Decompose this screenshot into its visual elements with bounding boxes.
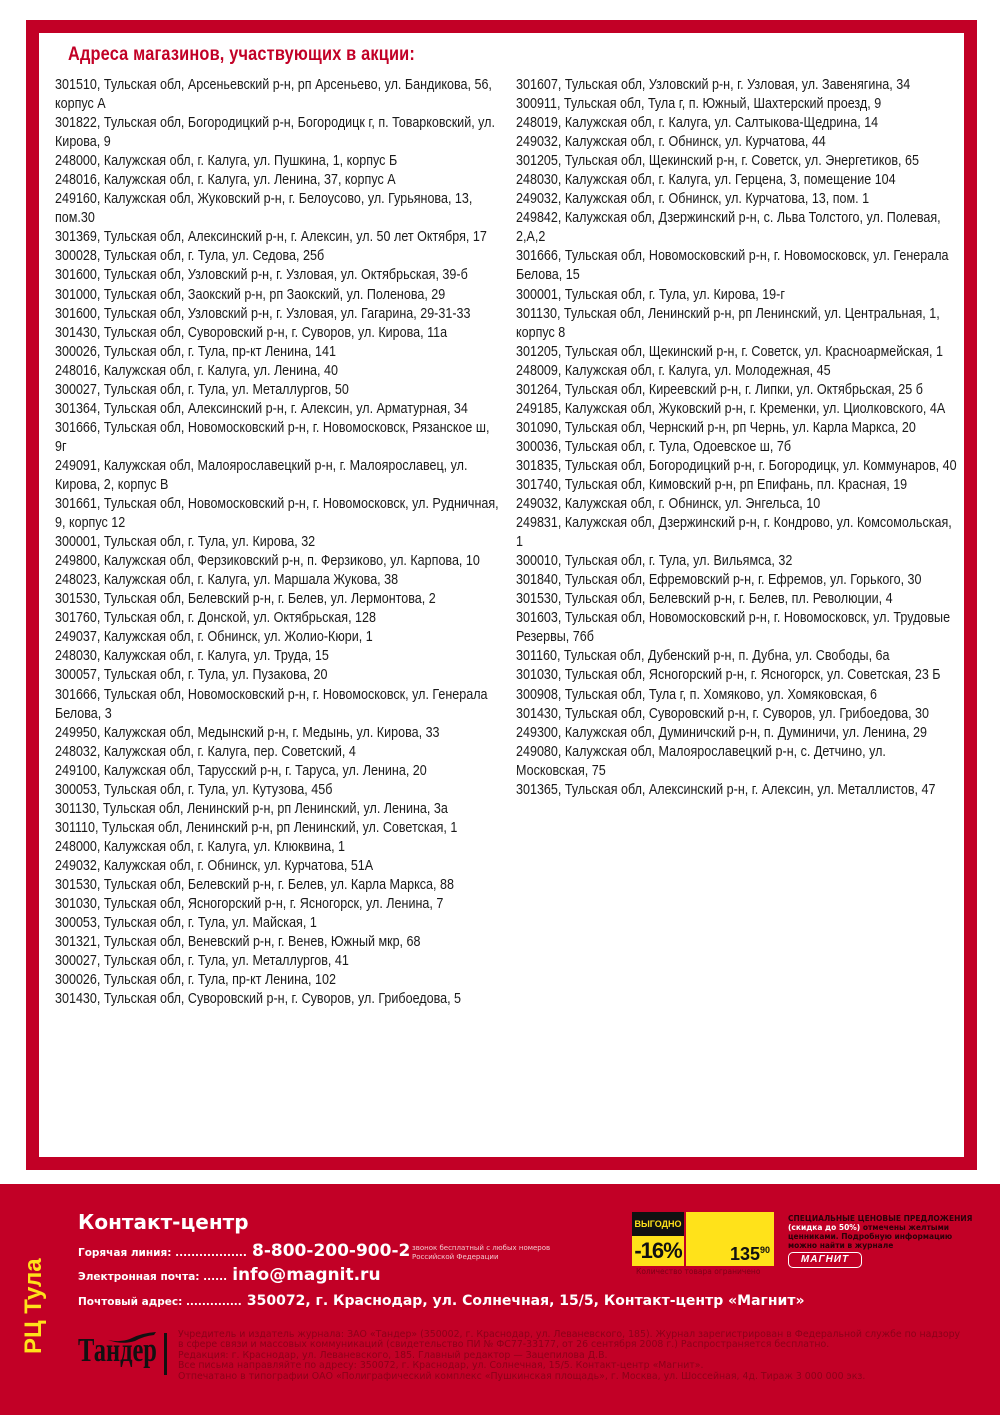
address-item: 248009, Калужская обл, г. Калуга, ул. Молодежная, 45 <box>516 362 831 379</box>
address-item: 301835, Тульская обл, Богородицкий р-н, г. Богородицк, ул. Коммунаров, 40 <box>516 457 957 474</box>
address-item: 300026, Тульская обл, г. Тула, пр-кт Ленина, 102 <box>55 972 336 989</box>
logo-divider <box>164 1333 167 1375</box>
address-item: 301661, Тульская обл, Новомосковский р-н, г. Новомосковск, ул. Рудничная, 9, корпус 12 <box>55 496 499 532</box>
address-item: 248030, Калужская обл, г. Калуга, ул. Труда, 15 <box>55 648 329 665</box>
hotline-note: звонок бесплатный с любых номеров Российской Федерации <box>412 1244 551 1261</box>
address-item: 249160, Калужская обл, Жуковский р-н, г. Белоусово, ул. Гурьянова, 13, пом.30 <box>55 191 473 227</box>
postal-address: 350072, г. Краснодар, ул. Солнечная, 15/5, Контакт-центр «Магнит» <box>246 1293 805 1309</box>
address-item: 301090, Тульская обл, Чернский р-н, рп Чернь, ул. Карла Маркса, 20 <box>516 419 916 436</box>
address-item: 300057, Тульская обл, г. Тула, ул. Пузакова, 20 <box>55 667 328 684</box>
address-item: 249800, Калужская обл, Ферзиковский р-н, п. Ферзиково, ул. Карпова, 10 <box>55 553 480 570</box>
address-item: 300028, Тульская обл, г. Тула, ул. Седова, 25б <box>55 248 325 265</box>
address-item: 301321, Тульская обл, Веневский р-н, г. Венев, Южный мкр, 68 <box>55 934 421 951</box>
address-item: 300053, Тульская обл, г. Тула, ул. Кутузова, 45б <box>55 781 333 798</box>
promo-highlight: (скидка до 50%) <box>788 1223 861 1232</box>
price-tag-body <box>686 1212 774 1266</box>
magnit-logo: МАГНИТ <box>788 1252 862 1268</box>
address-item: 248032, Калужская обл, г. Калуга, пер. Советский, 4 <box>55 743 356 760</box>
address-item: 301430, Тульская обл, Суворовский р-н, г. Суворов, ул. Грибоедова, 5 <box>55 991 462 1008</box>
address-item: 301840, Тульская обл, Ефремовский р-н, г. Ефремов, ул. Горького, 30 <box>516 572 922 589</box>
address-item: 301030, Тульская обл, Ясногорский р-н, г. Ясногорск, ул. Ленина, 7 <box>55 896 444 913</box>
address-item: 301160, Тульская обл, Дубенский р-н, п. Дубна, ул. Свободы, 6а <box>516 648 890 665</box>
address-item: 249037, Калужская обл, г. Обнинск, ул. Жолио-Кюри, 1 <box>55 629 373 646</box>
page-title: Адреса магазинов, участвующих в акции: <box>68 44 415 65</box>
address-item: 300027, Тульская обл, г. Тула, ул. Металлургов, 50 <box>55 381 349 398</box>
price-cents: 90 <box>759 1245 770 1255</box>
address-item: 248000, Калужская обл, г. Калуга, ул. Пушкина, 1, корпус Б <box>55 153 398 170</box>
price-tag-example <box>632 1212 774 1266</box>
address-item: 301430, Тульская обл, Суворовский р-н, г. Суворов, ул. Грибоедова, 30 <box>516 705 930 722</box>
address-item: 301000, Тульская обл, Заокский р-н, рп Заокский, ул. Поленова, 29 <box>55 286 446 303</box>
address-item: 301666, Тульская обл, Новомосковский р-н, г. Новомосковск, Рязанское ш, 9г <box>55 419 490 455</box>
address-item: 301607, Тульская обл, Узловский р-н, г. Узловая, ул. Завенягина, 34 <box>516 77 911 93</box>
address-item: 249100, Калужская обл, Тарусский р-н, г. Таруса, ул. Ленина, 20 <box>55 762 427 779</box>
email-link[interactable]: info@magnit.ru <box>232 1265 381 1285</box>
address-item: 249950, Калужская обл, Медынский р-н, г. Медынь, ул. Кирова, 33 <box>55 724 440 741</box>
address-item: 301740, Тульская обл, Кимовский р-н, рп Епифань, пл. Красная, 19 <box>516 476 908 493</box>
address-item: 301205, Тульская обл, Щекинский р-н, г. Советск, ул. Красноармейская, 1 <box>516 343 944 360</box>
addresses-panel <box>26 20 977 1170</box>
email-label: Электронная почта: ...... <box>78 1271 228 1283</box>
address-item: 301600, Тульская обл, Узловский р-н, г. Узловая, ул. Октябрьская, 39-б <box>55 267 468 284</box>
address-item: 248023, Калужская обл, г. Калуга, ул. Маршала Жукова, 38 <box>55 572 399 589</box>
price-tag-discount: -16% <box>632 1236 684 1266</box>
address-item: 249032, Калужская обл, г. Обнинск, ул. Курчатова, 44 <box>516 134 826 151</box>
address-item: 300027, Тульская обл, г. Тула, ул. Металлургов, 41 <box>55 953 349 970</box>
address-item: 301530, Тульская обл, Белевский р-н, г. Белев, ул. Карла Маркса, 88 <box>55 876 454 893</box>
address-item: 300001, Тульская обл, г. Тула, ул. Кирова, 19-г <box>516 286 785 303</box>
address-item: 249032, Калужская обл, г. Обнинск, ул. Энгельса, 10 <box>516 496 821 513</box>
address-item: 301760, Тульская обл, г. Донской, ул. Октябрьская, 128 <box>55 610 377 627</box>
postal-label: Почтовый адрес: .............. <box>78 1296 242 1308</box>
address-item: 300010, Тульская обл, г. Тула, ул. Вильямса, 32 <box>516 553 793 570</box>
imprint-line: Учредитель и издатель журнала: ЗАО «Тандер» (350002, г. Краснодар, ул. Леваневского, 185). Журнал зарегистрирован в Федеральной службе по надзору <box>178 1329 961 1340</box>
address-item: 301530, Тульская обл, Белевский р-н, г. Белев, пл. Революции, 4 <box>516 591 893 608</box>
address-item: 301530, Тульская обл, Белевский р-н, г. Белев, ул. Лермонтова, 2 <box>55 591 436 608</box>
address-item: 300001, Тульская обл, г. Тула, ул. Кирова, 32 <box>55 534 316 551</box>
address-item: 301666, Тульская обл, Новомосковский р-н, г. Новомосковск, ул. Генерала Белова, 3 <box>55 686 488 722</box>
imprint-line: Редакция: г. Краснодар, ул. Леваневского, 185. Главный редактор — Зацепилова Д.В. <box>178 1349 608 1361</box>
tander-swoosh-icon <box>108 1331 156 1343</box>
address-item: 301666, Тульская обл, Новомосковский р-н, г. Новомосковск, ул. Генерала Белова, 15 <box>516 248 949 284</box>
region-label <box>20 1314 48 1354</box>
address-list-left <box>55 76 503 1009</box>
hotline-number[interactable]: 8-800-200-900-2 <box>252 1241 411 1261</box>
promo-text <box>788 1214 978 1250</box>
address-item: 248016, Калужская обл, г. Калуга, ул. Ленина, 37, корпус А <box>55 172 396 189</box>
address-item: 301130, Тульская обл, Ленинский р-н, рп Ленинский, ул. Ленина, 3а <box>55 800 448 817</box>
promo-body: отмечены желтыми ценниками. Подробную информацию можно найти в журнале <box>788 1223 953 1250</box>
address-item: 249032, Калужская обл, г. Обнинск, ул. Курчатова, 13, пом. 1 <box>516 191 870 208</box>
address-item: 301430, Тульская обл, Суворовский р-н, г. Суворов, ул. Кирова, 11а <box>55 324 448 341</box>
address-item: 249831, Калужская обл, Дзержинский р-н, г. Кондрово, ул. Комсомольская, 1 <box>516 515 952 551</box>
address-item: 301510, Тульская обл, Арсеньевский р-н, рп Арсеньево, ул. Бандикова, 56, корпус А <box>55 77 492 113</box>
address-item: 300026, Тульская обл, г. Тула, пр-кт Ленина, 141 <box>55 343 336 360</box>
address-item: 248000, Калужская обл, г. Калуга, ул. Клюквина, 1 <box>55 838 346 855</box>
address-item: 249080, Калужская обл, Малоярославецкий р-н, с. Детчино, ул. Московская, 75 <box>516 743 886 779</box>
tander-logo: Тандер <box>78 1332 157 1369</box>
address-item: 301600, Тульская обл, Узловский р-н, г. Узловая, ул. Гагарина, 29-31-33 <box>55 305 471 322</box>
address-item: 301030, Тульская обл, Ясногорский р-н, г. Ясногорск, ул. Советская, 23 Б <box>516 667 941 684</box>
address-item: 300908, Тульская обл, Тула г, п. Хомяково, ул. Хомяковская, 6 <box>516 686 877 703</box>
hotline-row <box>78 1241 410 1261</box>
promo-heading: СПЕЦИАЛЬНЫЕ ЦЕНОВЫЕ ПРЕДЛОЖЕНИЯ <box>788 1214 973 1223</box>
address-list-right <box>516 76 964 800</box>
address-item: 249842, Калужская обл, Дзержинский р-н, с. Льва Толстого, ул. Полевая, 2,А,2 <box>516 210 941 246</box>
address-item: 249300, Калужская обл, Думиничский р-н, п. Думиничи, ул. Ленина, 29 <box>516 724 927 741</box>
address-item: 301822, Тульская обл, Богородицкий р-н, Богородицк г, п. Товарковский, ул. Кирова, 9 <box>55 115 495 151</box>
price-tag-price <box>730 1244 770 1265</box>
address-item: 301603, Тульская обл, Новомосковский р-н, г. Новомосковск, ул. Трудовые Резервы, 76б <box>516 610 951 646</box>
price-tag-caption: Количество товара ограничено <box>636 1267 761 1276</box>
email-row <box>78 1265 381 1285</box>
hotline-label: Горячая линия: .................. <box>78 1247 247 1259</box>
postal-row <box>78 1290 805 1309</box>
address-item: 248019, Калужская обл, г. Калуга, ул. Салтыкова-Щедрина, 14 <box>516 115 879 132</box>
address-item: 300053, Тульская обл, г. Тула, ул. Майская, 1 <box>55 915 317 932</box>
contact-center-title: Контакт-центр <box>78 1210 249 1234</box>
address-item: 300036, Тульская обл, г. Тула, Одоевское ш, 7б <box>516 438 792 455</box>
imprint-text <box>178 1330 978 1382</box>
address-item: 249091, Калужская обл, Малоярославецкий р-н, г. Малоярославец, ул. Кирова, 2, корпус В <box>55 457 468 493</box>
address-item: 300911, Тульская обл, Тула г, п. Южный, Шахтерский проезд, 9 <box>516 96 882 113</box>
address-item: 301205, Тульская обл, Щекинский р-н, г. Советск, ул. Энергетиков, 65 <box>516 153 919 170</box>
price-tag-badge: ВЫГОДНО <box>632 1212 684 1236</box>
address-item: 301130, Тульская обл, Ленинский р-н, рп Ленинский, ул. Центральная, 1, корпус 8 <box>516 305 940 341</box>
imprint-line: Отпечатано в типографии ОАО «Полиграфический комплекс «Пушкинская площадь», г. Москва, ул. Шоссейная, 4д. Тираж 3 000 000 экз. <box>178 1370 866 1382</box>
imprint-line: в сфере связи и массовых коммуникаций (свидетельство ПИ № ФС77-33177, от 26 сентября 2008 г.) Распространяется бесплатно. <box>178 1339 830 1351</box>
address-item: 301264, Тульская обл, Киреевский р-н, г. Липки, ул. Октябрьская, 25 б <box>516 381 923 398</box>
price-value: 135 <box>729 1244 760 1264</box>
address-item: 301369, Тульская обл, Алексинский р-н, г. Алексин, ул. 50 лет Октября, 17 <box>55 229 487 246</box>
imprint-line: Все письма направляйте по адресу: 350072, г. Краснодар, ул. Солнечная, 15/5. Контакт-центр «Магнит». <box>178 1360 704 1372</box>
address-item: 301110, Тульская обл, Ленинский р-н, рп Ленинский, ул. Советская, 1 <box>55 819 458 836</box>
address-item: 301365, Тульская обл, Алексинский р-н, г. Алексин, ул. Металлистов, 47 <box>516 781 936 798</box>
address-item: 249185, Калужская обл, Жуковский р-н, г. Кременки, ул. Циолковского, 4А <box>516 400 946 417</box>
address-item: 301364, Тульская обл, Алексинский р-н, г. Алексин, ул. Арматурная, 34 <box>55 400 468 417</box>
address-item: 248016, Калужская обл, г. Калуга, ул. Ленина, 40 <box>55 362 338 379</box>
address-item: 249032, Калужская обл, г. Обнинск, ул. Курчатова, 51А <box>55 857 374 874</box>
address-item: 248030, Калужская обл, г. Калуга, ул. Герцена, 3, помещение 104 <box>516 172 896 189</box>
